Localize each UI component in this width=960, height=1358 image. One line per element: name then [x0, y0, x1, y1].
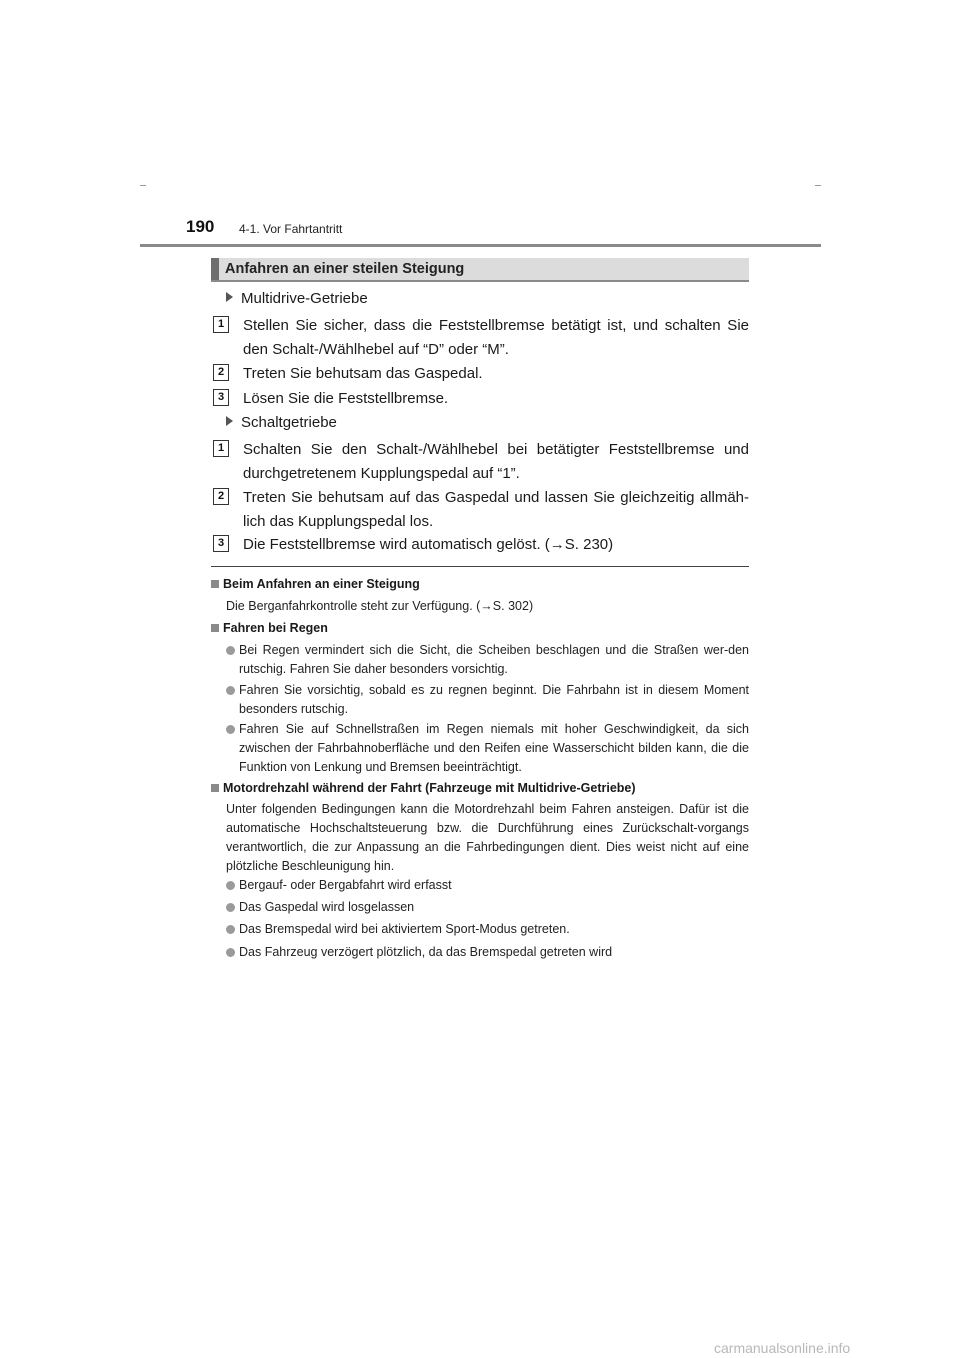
- circle-bullet-icon: [226, 686, 235, 695]
- circle-bullet-icon: [226, 948, 235, 957]
- note-bullet: [226, 681, 749, 719]
- triangle-bullet-icon: [226, 292, 233, 302]
- step-text: Die Feststellbremse wird automatisch gelöst. (→S. 230): [243, 536, 614, 553]
- circle-bullet-icon: [226, 881, 235, 890]
- note-bullet-text: Das Fahrzeug verzögert plötzlich, da das Bremspedal getreten wird: [239, 945, 613, 959]
- step-manual-1: [213, 438, 749, 486]
- note-bullet-text: Bergauf- oder Bergabfahrt wird erfasst: [239, 878, 452, 892]
- note-heading: [211, 621, 328, 635]
- square-bullet-icon: [211, 784, 219, 792]
- note-heading: [211, 781, 636, 795]
- square-bullet-icon: [211, 580, 219, 588]
- note-bullet-text: Bei Regen vermindert sich die Sicht, die Scheiben beschlagen und die Straßen wer-den rutschig. Fahren Sie daher besonders vorsichtig.: [239, 643, 749, 676]
- triangle-bullet-icon: [226, 416, 233, 426]
- subheading-multidrive-label: Multidrive-Getriebe: [241, 290, 368, 307]
- step-text: Schalten Sie den Schalt-/Wählhebel bei betätigter Feststellbremse und durchgetretenem Kupplungspedal auf “1”.: [243, 441, 749, 482]
- crop-mark-right: [815, 185, 821, 186]
- step-number-box: 3: [213, 389, 229, 406]
- subheading-multidrive: [226, 290, 368, 307]
- crop-mark-left: [140, 185, 146, 186]
- section-accent: [211, 258, 219, 280]
- note-bullet: [226, 898, 749, 917]
- subheading-manual-label: Schaltgetriebe: [241, 414, 337, 431]
- section-title-bar: [211, 258, 749, 282]
- note-bullet: [226, 920, 749, 939]
- note-bullet: [226, 720, 749, 777]
- step-multidrive-3: [213, 387, 749, 411]
- circle-bullet-icon: [226, 903, 235, 912]
- step-number-box: 3: [213, 535, 229, 552]
- page-number: 190: [186, 217, 215, 236]
- note-bullet-text: Fahren Sie vorsichtig, sobald es zu regnen beginnt. Die Fahrbahn ist in diesem Moment besonders rutschig.: [239, 683, 749, 716]
- step-manual-3: [213, 533, 749, 557]
- section-divider: [211, 566, 749, 567]
- note-text: Die Berganfahrkontrolle steht zur Verfügung. (→S. 302): [226, 599, 534, 613]
- note-heading-label: Beim Anfahren an einer Steigung: [223, 577, 420, 591]
- note-bullet-text: Das Gaspedal wird losgelassen: [239, 900, 415, 914]
- watermark: carmanualsonline.info: [714, 1340, 851, 1356]
- note-bullet: [226, 876, 749, 895]
- note-bullet: [226, 641, 749, 679]
- step-multidrive-2: [213, 362, 749, 386]
- step-text: Stellen Sie sicher, dass die Feststellbremse betätigt ist, und schalten Sie den Schalt-/Wählhebel auf “D” oder “M”.: [243, 317, 749, 358]
- step-text: Treten Sie behutsam auf das Gaspedal und lassen Sie gleichzeitig allmäh-lich das Kupplungspedal los.: [243, 489, 749, 530]
- step-text: Treten Sie behutsam das Gaspedal.: [243, 365, 483, 382]
- step-number-box: 1: [213, 316, 229, 333]
- header-rule: [140, 244, 821, 247]
- circle-bullet-icon: [226, 646, 235, 655]
- subheading-manual: [226, 414, 337, 431]
- circle-bullet-icon: [226, 725, 235, 734]
- step-manual-2: [213, 486, 749, 534]
- note-heading-label: Motordrehzahl während der Fahrt (Fahrzeuge mit Multidrive-Getriebe): [223, 781, 636, 795]
- circle-bullet-icon: [226, 925, 235, 934]
- square-bullet-icon: [211, 624, 219, 632]
- step-number-box: 1: [213, 440, 229, 457]
- chapter-title: 4-1. Vor Fahrtantritt: [239, 222, 343, 236]
- note-heading: [211, 577, 420, 591]
- note-text: Unter folgenden Bedingungen kann die Motordrehzahl beim Fahren ansteigen. Dafür ist die automatische Hochschaltsteuerung bzw. die Durchführung eines Zurückschalt-vorgangs verantwortlich, die zur Anpassung an die Fahrbedingungen dient. Dies weist nicht auf eine plötzliche Beschleunigung hin.: [226, 802, 749, 873]
- step-multidrive-1: [213, 314, 749, 362]
- section-title: Anfahren an einer steilen Steigung: [225, 261, 465, 277]
- step-number-box: 2: [213, 488, 229, 505]
- note-bullet-text: Fahren Sie auf Schnellstraßen im Regen niemals mit hoher Geschwindigkeit, da sich zwischen der Fahrbahnoberfläche und den Reifen eine Wasserschicht bilden kann, die die Funktion von Lenkung und Bremsen beeinträchtigt.: [239, 722, 749, 774]
- note-bullet-text: Das Bremspedal wird bei aktiviertem Sport-Modus getreten.: [239, 922, 570, 936]
- step-number-box: 2: [213, 364, 229, 381]
- note-heading-label: Fahren bei Regen: [223, 621, 328, 635]
- note-bullet: [226, 943, 749, 962]
- step-text: Lösen Sie die Feststellbremse.: [243, 390, 449, 407]
